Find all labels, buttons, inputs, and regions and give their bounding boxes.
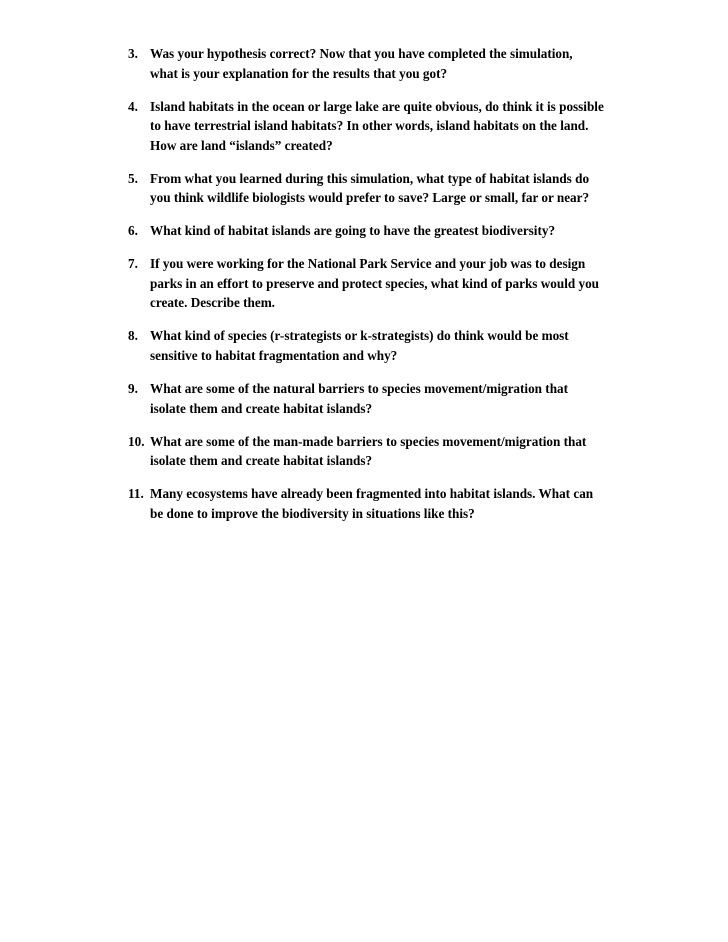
question-text: What kind of habitat islands are going to have the greatest biodiversity? (150, 223, 556, 239)
question-text: Island habitats in the ocean or large lake are quite obvious, do think it is possible to have terrestrial island habitats? In other words, island habitats on the land. How are land “islands” created? (150, 98, 604, 153)
question-list (128, 44, 658, 537)
question-item (128, 169, 658, 208)
question-number: 3. (128, 46, 138, 61)
question-text: What are some of the natural barriers to species movement/migration that isolate them and create habitat islands? (150, 381, 569, 416)
question-text: If you were working for the National Park Service and your job was to design parks in an effort to preserve and protect species, what kind of parks would you create. Describe them. (150, 256, 600, 311)
question-number: 9. (128, 381, 138, 397)
question-item (128, 484, 658, 523)
question-item (128, 379, 658, 418)
question-item (128, 432, 658, 471)
question-text: Many ecosystems have already been fragmented into habitat islands. What can be done to improve the biodiversity in situations like this? (150, 486, 594, 521)
question-item (128, 326, 658, 365)
question-text: From what you learned during this simulation, what type of habitat islands do you think wildlife biologists would prefer to save? Large or small, far or near? (150, 170, 590, 206)
question-item (128, 44, 658, 83)
question-number: 6. (128, 223, 138, 239)
question-item (128, 221, 658, 241)
question-number: 7. (128, 256, 138, 272)
question-number: 4. (128, 98, 138, 114)
question-number: 5. (128, 170, 138, 186)
question-item (128, 97, 658, 156)
question-item (128, 254, 658, 313)
question-text: What are some of the man-made barriers to species movement/migration that isolate them and create habitat islands? (150, 433, 587, 469)
question-text: What kind of species (r-strategists or k-strategists) do think would be most sensitive to habitat fragmentation and why? (150, 328, 569, 363)
question-number: 8. (128, 328, 138, 344)
question-text: Was your hypothesis correct? Now that you have completed the simulation, what is your explanation for the results that you got? (150, 46, 573, 81)
question-number: 11. (128, 486, 144, 502)
question-number: 10. (128, 433, 145, 449)
